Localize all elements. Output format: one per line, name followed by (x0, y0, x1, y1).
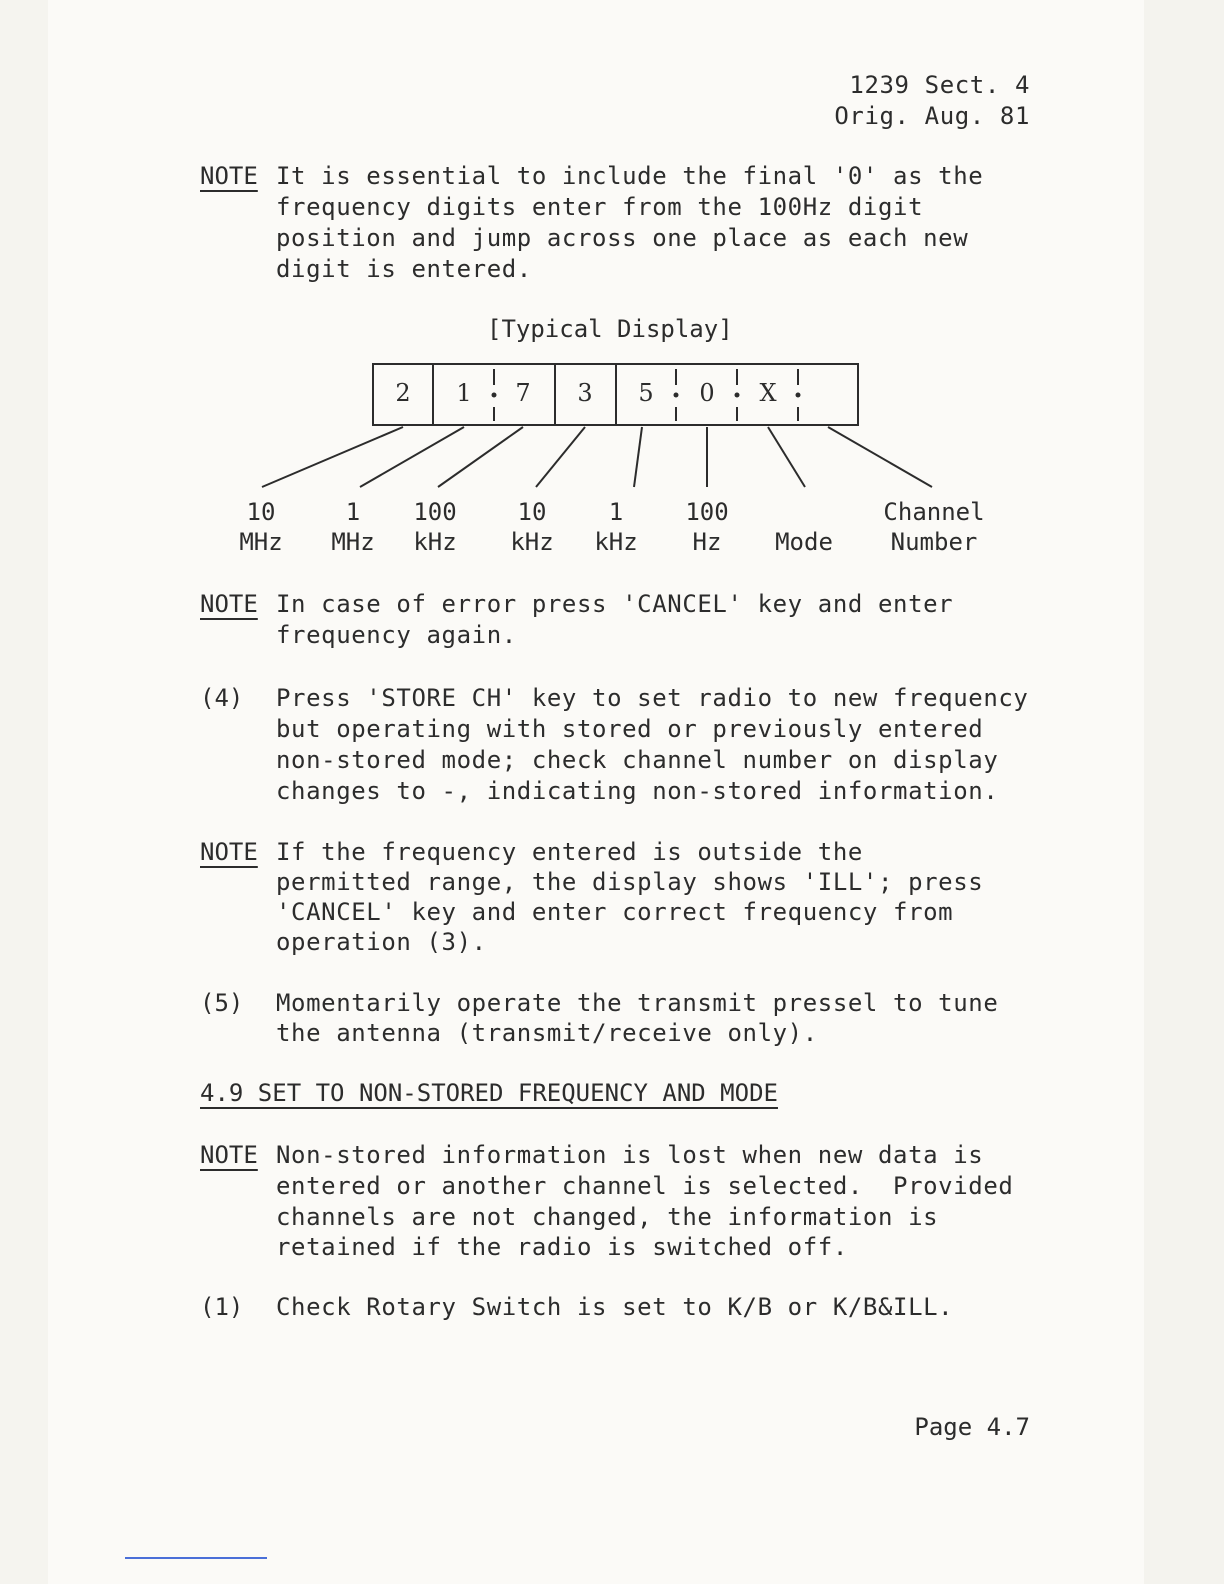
section-heading: 4.9 SET TO NON-STORED FREQUENCY AND MODE (200, 1079, 778, 1107)
note-label: NOTE (200, 162, 258, 190)
header-section-ref: 1239 Sect. 4 (849, 71, 1030, 99)
label-value: 10 (517, 498, 547, 526)
digit-label-1mhz (318, 497, 388, 557)
display-digit: 2 (395, 379, 411, 407)
digit-label-100hz (672, 497, 742, 557)
label-unit: MHz (239, 528, 283, 556)
step-line: but operating with stored or previously entered (276, 715, 984, 743)
step-line: Momentarily operate the transmit pressel to tune (276, 989, 999, 1017)
note-line: operation (3). (276, 928, 487, 956)
note-line: If the frequency entered is outside the (276, 838, 863, 866)
label-value: 1 (345, 498, 361, 526)
note-line: It is essential to include the final '0' as the (276, 162, 984, 190)
label-value: 10 (246, 498, 276, 526)
label-unit: kHz (413, 528, 457, 556)
display-digit: 5 (638, 379, 654, 407)
label-value: Channel (883, 498, 985, 526)
note-line: frequency again. (276, 621, 517, 649)
note-line: In case of error press 'CANCEL' key and enter (276, 590, 954, 618)
label-unit: MHz (331, 528, 375, 556)
note-line: 'CANCEL' key and enter correct frequency from (276, 898, 954, 926)
digit-label-10mhz (226, 497, 296, 557)
label-unit: Number (890, 528, 978, 556)
page-number: Page 4.7 (914, 1413, 1030, 1441)
label-value: 100 (685, 498, 729, 526)
digit-label-channel-number (872, 497, 996, 557)
page-left-margin-shade (0, 0, 48, 1584)
note-label: NOTE (200, 1141, 258, 1169)
note-line: entered or another channel is selected. Provided (276, 1172, 1014, 1200)
note-label: NOTE (200, 590, 258, 618)
display-digit: 7 (515, 379, 531, 407)
header-orig-date: Orig. Aug. 81 (834, 102, 1030, 130)
diagram-caption: [Typical Display] (487, 315, 733, 343)
label-unit: Hz (692, 528, 722, 556)
page-right-margin-shade (1144, 0, 1224, 1584)
note-line: Non-stored information is lost when new data is (276, 1141, 984, 1169)
blue-mark-line (125, 1557, 267, 1559)
note-line: channels are not changed, the information is (276, 1203, 939, 1231)
step-number: (4) (200, 684, 244, 712)
display-digit: 3 (577, 379, 593, 407)
step-line: Press 'STORE CH' key to set radio to new frequency (276, 684, 1029, 712)
step-line: Check Rotary Switch is set to K/B or K/B&ILL. (276, 1293, 954, 1321)
digit-label-100khz (400, 497, 470, 557)
label-value: 1 (608, 498, 624, 526)
label-unit: kHz (510, 528, 554, 556)
note-line: digit is entered. (276, 255, 532, 283)
step-number: (5) (200, 989, 244, 1017)
display-digit: 1 (456, 379, 472, 407)
label-unit: kHz (594, 528, 638, 556)
step-number: (1) (200, 1293, 244, 1321)
display-digit: 0 (699, 379, 715, 407)
digit-label-10khz (497, 497, 567, 557)
note-line: permitted range, the display shows 'ILL'; press (276, 868, 984, 896)
step-line: the antenna (transmit/receive only). (276, 1019, 818, 1047)
label-unit: Mode (775, 528, 833, 556)
digit-label-mode (764, 497, 844, 557)
note-line: frequency digits enter from the 100Hz digit (276, 193, 924, 221)
digit-label-1khz (581, 497, 651, 557)
step-line: non-stored mode; check channel number on display (276, 746, 999, 774)
display-digit: X (759, 379, 777, 407)
note-label: NOTE (200, 838, 258, 866)
note-line: retained if the radio is switched off. (276, 1233, 848, 1261)
label-value: 100 (413, 498, 457, 526)
step-line: changes to -, indicating non-stored information. (276, 777, 999, 805)
note-line: position and jump across one place as each new (276, 224, 969, 252)
